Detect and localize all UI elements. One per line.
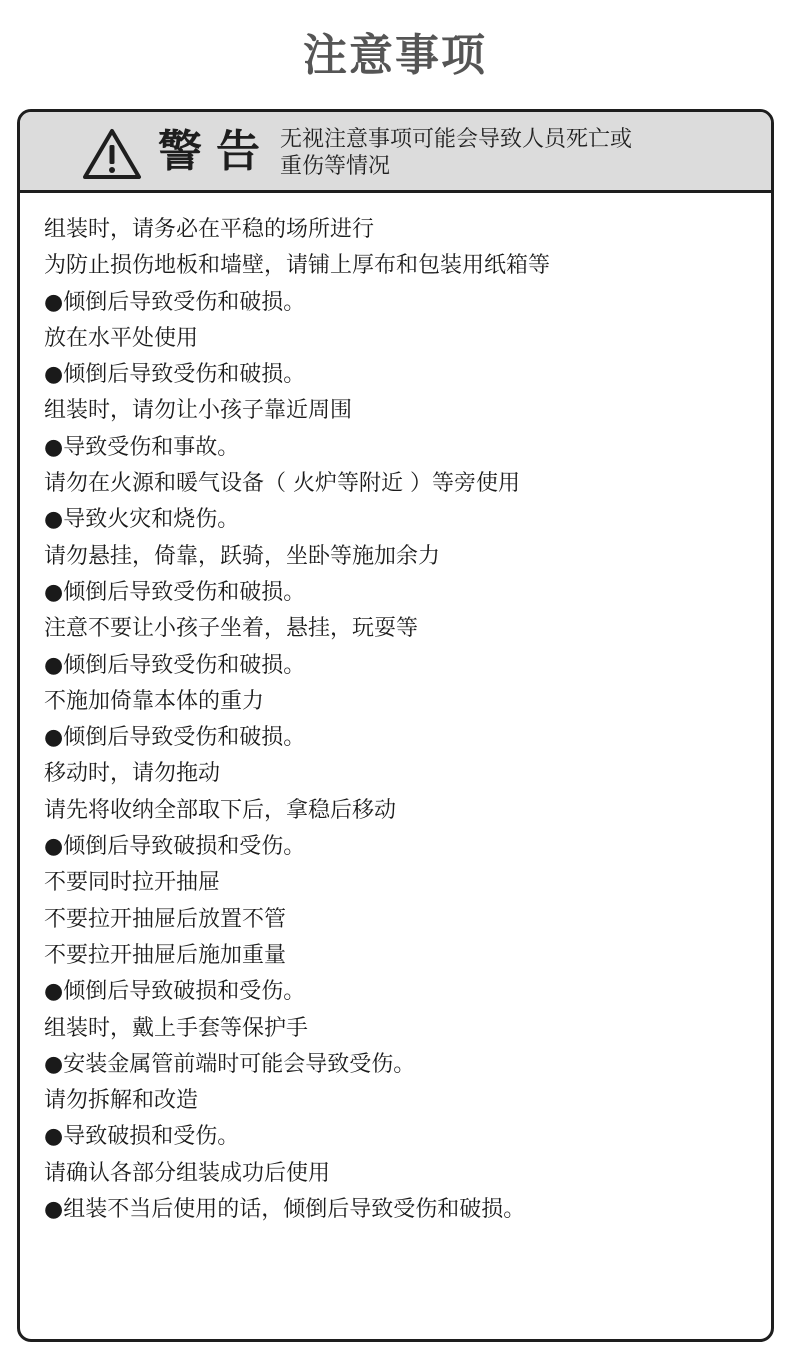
- warning-header: [20, 112, 771, 193]
- precaution-item: 注意不要让小孩子坐着，悬挂，玩耍等: [44, 616, 419, 642]
- precaution-item: 组装时，戴上手套等保护手: [44, 1015, 309, 1041]
- precaution-item: ●导致受伤和事故。: [44, 434, 240, 460]
- precaution-item: ●倾倒后导致破损和受伤。: [44, 979, 306, 1005]
- precaution-item: 移动时，请勿拖动: [44, 761, 221, 787]
- precaution-item: 请确认各部分组装成功后使用: [44, 1160, 331, 1186]
- precaution-item: ●倾倒后导致受伤和破损。: [44, 652, 306, 678]
- precaution-item: 请先将收纳全部取下后，拿稳后移动: [44, 797, 397, 823]
- warning-label: 警告: [158, 126, 274, 177]
- page-title: 注意事项: [303, 30, 487, 81]
- precaution-item: 为防止损伤地板和墙壁，请铺上厚布和包装用纸箱等: [44, 253, 551, 279]
- precaution-item: 请勿拆解和改造: [44, 1088, 199, 1114]
- warning-description-line: 重伤等情况: [280, 154, 391, 179]
- precaution-list: [44, 212, 764, 1228]
- precaution-item: ●导致破损和受伤。: [44, 1124, 240, 1150]
- precaution-item: 组装时，请务必在平稳的场所进行: [44, 217, 375, 242]
- precaution-item: 放在水平处使用: [44, 325, 199, 351]
- precaution-item: ●倾倒后导致受伤和破损。: [44, 289, 306, 315]
- precaution-item: ●安装金属管前端时可能会导致受伤。: [44, 1051, 416, 1077]
- precaution-item: ●倾倒后导致受伤和破损。: [44, 725, 306, 751]
- precaution-item: 请勿在火源和暖气设备（ 火炉等附近 ）等旁使用: [44, 471, 520, 497]
- precaution-item: 请勿悬挂，倚靠，跃骑，坐卧等施加余力: [44, 543, 441, 569]
- precaution-item: ●导致火灾和烧伤。: [44, 507, 240, 533]
- warning-triangle-icon: [82, 128, 142, 180]
- precaution-item: 不要拉开抽屉后放置不管: [44, 906, 287, 932]
- precaution-item: 不要拉开抽屉后施加重量: [44, 942, 287, 968]
- precaution-item: 不要同时拉开抽屉: [44, 870, 221, 896]
- precaution-item: 不施加倚靠本体的重力: [44, 688, 265, 714]
- precaution-item: ●组装不当后使用的话，倾倒后导致受伤和破损。: [44, 1197, 526, 1223]
- warning-description-line: 无视注意事项可能会导致人员死亡或: [280, 127, 633, 152]
- precaution-item: ●倾倒后导致受伤和破损。: [44, 362, 306, 388]
- precaution-item: 组装时，请勿让小孩子靠近周围: [44, 398, 353, 424]
- precaution-item: ●倾倒后导致受伤和破损。: [44, 579, 306, 605]
- warning-description: [280, 126, 720, 180]
- precaution-item: ●倾倒后导致破损和受伤。: [44, 834, 306, 860]
- warning-panel: [17, 109, 774, 1342]
